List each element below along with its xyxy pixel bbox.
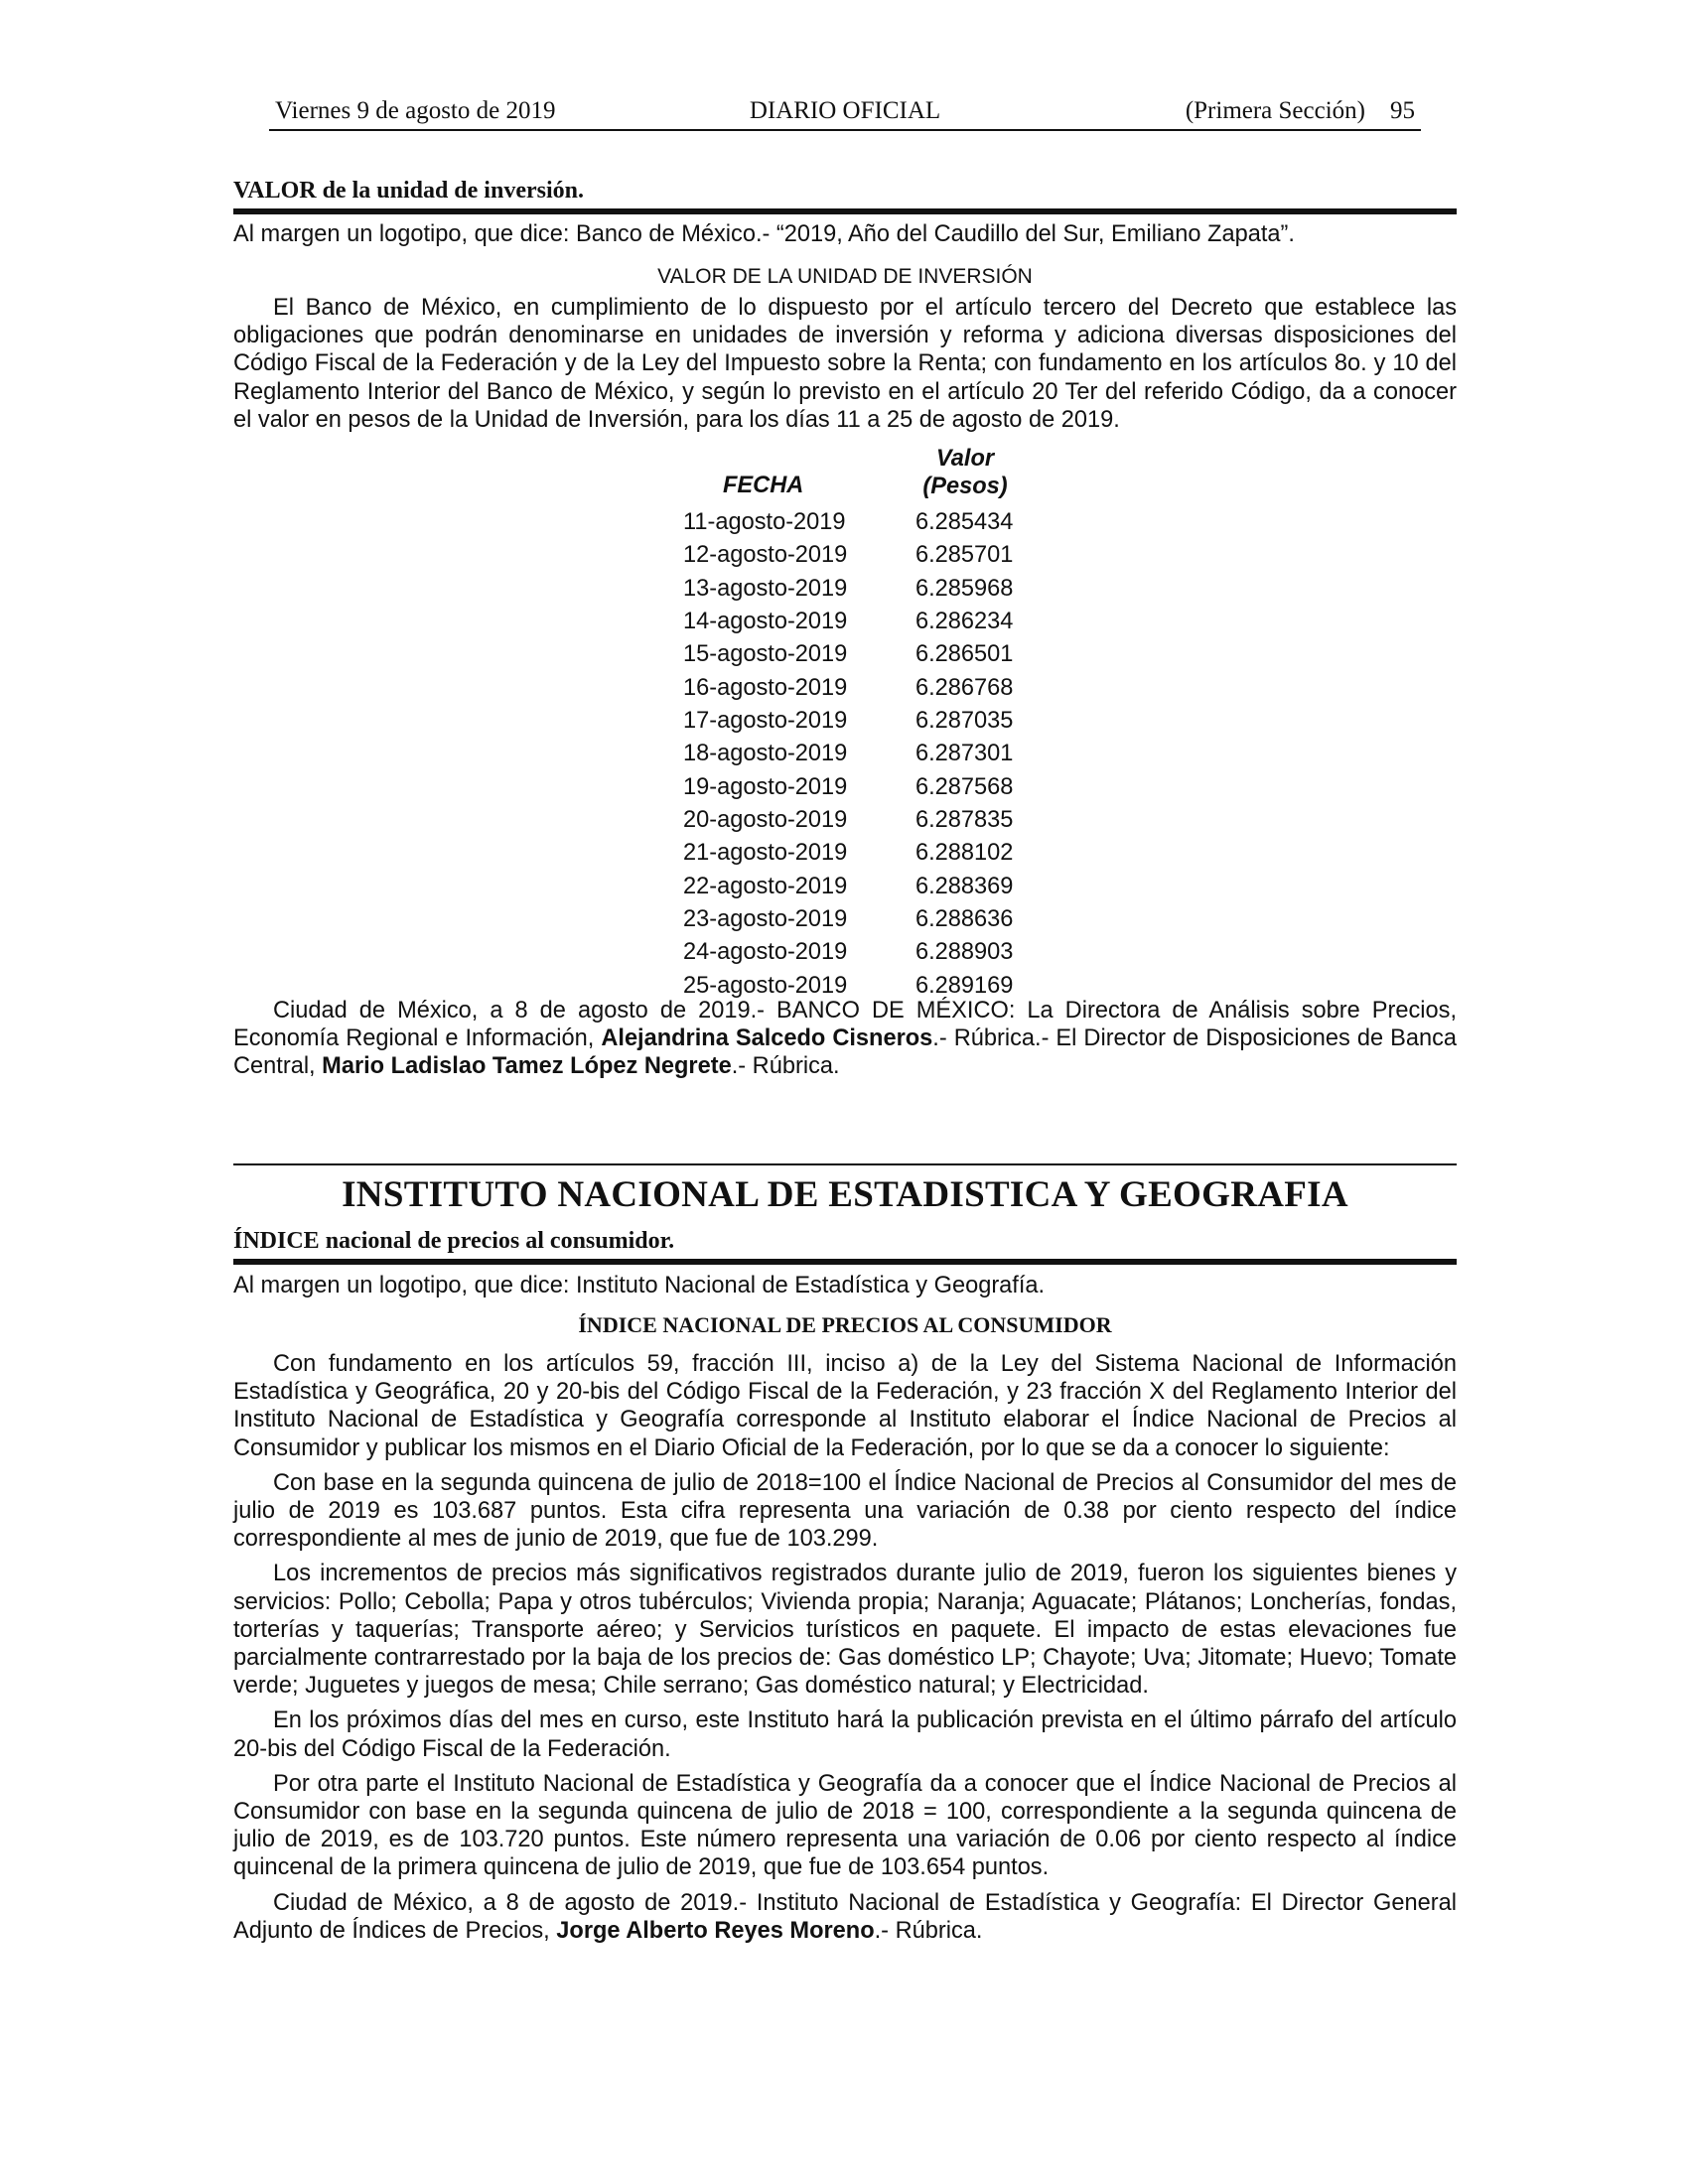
udi-table-row	[661, 539, 1039, 572]
udi-row-date: 24-agosto-2019	[683, 939, 848, 966]
udi-table-row	[661, 573, 1039, 606]
udi-row-value: 6.288102	[915, 840, 1014, 867]
udi-row-value: 6.286768	[915, 674, 1014, 701]
udi-signer-1: Alejandrina Salcedo Cisneros	[601, 1025, 933, 1052]
udi-table-row	[661, 903, 1039, 936]
inpc-margin-note: Al margen un logotipo, que dice: Instituto Nacional de Estadística y Geografía.	[233, 1273, 1046, 1298]
udi-row-value: 6.286234	[915, 609, 1014, 635]
udi-row-date: 15-agosto-2019	[683, 641, 848, 668]
udi-table-row	[661, 804, 1039, 837]
udi-row-date: 21-agosto-2019	[683, 840, 848, 867]
udi-margin-note: Al margen un logotipo, que dice: Banco de México.- “2019, Año del Caudillo del Sur, Emiliano Zapata”.	[233, 221, 1295, 247]
udi-signature-paragraph	[233, 997, 1457, 1081]
inpc-paragraph: Por otra parte el Instituto Nacional de Estadística y Geografía da a conocer que el Índice Nacional de Precios al Consumidor con base en la segunda quincena de julio de 2018 = 100, correspondiente a la segunda quincena de julio de 2019, es de 103.720 puntos. Este número representa una variación de 0.06 por ciento respecto al índice quincenal de la primera quincena de julio de 2019, que fue de 103.654 puntos.	[233, 1770, 1457, 1881]
udi-title-rule	[233, 208, 1457, 214]
udi-row-value: 6.288903	[915, 939, 1014, 966]
inpc-section-title	[233, 1228, 674, 1255]
udi-row-value: 6.287035	[915, 708, 1014, 735]
udi-row-date: 19-agosto-2019	[683, 773, 848, 800]
udi-table-row	[661, 506, 1039, 539]
udi-col-date: FECHA	[723, 473, 804, 498]
udi-row-date: 12-agosto-2019	[683, 542, 848, 569]
inpc-title-rule	[233, 1259, 1457, 1265]
header-rule	[269, 129, 1421, 131]
institution-top-rule	[233, 1163, 1457, 1165]
udi-row-date: 22-agosto-2019	[683, 873, 848, 899]
udi-row-value: 6.285434	[915, 509, 1014, 535]
udi-value-table	[661, 443, 1039, 1003]
udi-col-value-line2: (Pesos)	[922, 474, 1008, 499]
header-publication: DIARIO OFICIAL	[749, 97, 941, 124]
inpc-paragraph: En los próximos días del mes en curso, este Instituto hará la publicación prevista en el último párrafo del artículo 20-bis del Código Fiscal de la Federación.	[233, 1707, 1457, 1762]
udi-row-value: 6.285701	[915, 542, 1014, 569]
udi-row-value: 6.286501	[915, 641, 1014, 668]
inpc-signer: Jorge Alberto Reyes Moreno	[556, 1917, 875, 1944]
udi-table-row	[661, 738, 1039, 770]
udi-table-row	[661, 837, 1039, 870]
udi-title-bold: VALOR	[233, 178, 317, 204]
udi-signature-block	[233, 997, 1457, 1081]
udi-table-header	[661, 443, 1039, 506]
inpc-signature-paragraph	[233, 1889, 1457, 1945]
udi-col-value	[915, 445, 1015, 500]
udi-row-date: 11-agosto-2019	[683, 509, 846, 535]
udi-table-row	[661, 606, 1039, 638]
inpc-paragraph: Con fundamento en los artículos 59, fracción III, inciso a) de la Ley del Sistema Nacional de Información Estadística y Geográfica, 20 y 20-bis del Código Fiscal de la Federación, y 23 fracción X del Reglamento Interior del Instituto Nacional de Estadística y Geografía corresponde al Instituto elaborar el Índice Nacional de Precios al Consumidor y publicar los mismos en el Diario Oficial de la Federación, por lo que se da a conocer lo siguiente:	[233, 1351, 1457, 1461]
udi-row-value: 6.287568	[915, 773, 1014, 800]
udi-row-date: 25-agosto-2019	[683, 972, 848, 999]
udi-col-value-line1: Valor	[935, 446, 995, 472]
udi-row-date: 18-agosto-2019	[683, 741, 848, 767]
header-section: (Primera Sección)	[1185, 97, 1365, 124]
udi-heading: VALOR DE LA UNIDAD DE INVERSIÓN	[657, 265, 1033, 288]
udi-signer-2: Mario Ladislao Tamez López Negrete	[322, 1053, 732, 1080]
inpc-title-bold: ÍNDICE	[233, 1228, 320, 1254]
header-date: Viernes 9 de agosto de 2019	[275, 97, 556, 124]
udi-table-row	[661, 638, 1039, 671]
udi-title-rest: de la unidad de inversión.	[316, 178, 584, 204]
header-page-number: 95	[1390, 97, 1415, 124]
udi-row-value: 6.285968	[915, 575, 1014, 602]
udi-row-value: 6.289169	[915, 972, 1014, 999]
udi-row-date: 16-agosto-2019	[683, 674, 848, 701]
inpc-heading: ÍNDICE NACIONAL DE PRECIOS AL CONSUMIDOR	[578, 1312, 1112, 1337]
udi-row-date: 20-agosto-2019	[683, 807, 848, 834]
header-section-page	[1186, 97, 1415, 125]
udi-row-value: 6.288369	[915, 873, 1014, 899]
udi-table-row	[661, 672, 1039, 705]
inpc-body	[233, 1350, 1457, 1945]
udi-row-date: 13-agosto-2019	[683, 575, 848, 602]
udi-signature-text-2: .- Rúbrica.- El Director de Disposiciones de Banca Central,	[233, 1025, 1457, 1080]
udi-row-value: 6.288636	[915, 906, 1014, 933]
udi-table-row	[661, 936, 1039, 969]
udi-row-value: 6.287835	[915, 807, 1014, 834]
institution-title: INSTITUTO NACIONAL DE ESTADISTICA Y GEOGRAFIA	[342, 1174, 1348, 1215]
udi-table-row	[661, 871, 1039, 903]
udi-table-body	[661, 506, 1039, 1003]
udi-intro-block	[233, 294, 1457, 434]
inpc-signature-text-1: Ciudad de México, a 8 de agosto de 2019.- Instituto Nacional de Estadística y Geografía: El Director General Adjunto de Índices de Precios,	[233, 1889, 1457, 1944]
udi-row-date: 14-agosto-2019	[683, 609, 848, 635]
udi-row-value: 6.287301	[915, 741, 1014, 767]
udi-signature-text-3: .- Rúbrica.	[731, 1053, 840, 1080]
udi-row-date: 17-agosto-2019	[683, 708, 848, 735]
udi-section-title	[233, 178, 584, 205]
inpc-paragraph: Los incrementos de precios más significativos registrados durante julio de 2019, fueron los siguientes bienes y servicios: Pollo; Cebolla; Papa y otros tubérculos; Vivienda propia; Naranja; Aguacate; Plátanos; Loncherías, fondas, torterías y taquerías; Transporte aéreo; y Servicios turísticos en paquete. El impacto de estas elevaciones fue parcialmente contrarrestado por la baja de los precios de: Gas doméstico LP; Chayote; Uva; Jitomate; Huevo; Tomate verde; Juguetes y juegos de mesa; Chile serrano; Gas doméstico natural; y Electricidad.	[233, 1561, 1457, 1700]
udi-row-date: 23-agosto-2019	[683, 906, 848, 933]
inpc-paragraph: Con base en la segunda quincena de julio de 2018=100 el Índice Nacional de Precios al Consumidor del mes de julio de 2019 es 103.687 puntos. Esta cifra representa una variación de 0.38 por ciento respecto del índice correspondiente al mes de junio de 2019, que fue de 103.299.	[233, 1469, 1457, 1553]
inpc-title-rest: nacional de precios al consumidor.	[319, 1228, 675, 1254]
udi-table-row	[661, 771, 1039, 804]
running-header	[269, 97, 1421, 133]
udi-signature-text-1: Ciudad de México, a 8 de agosto de 2019.- BANCO DE MÉXICO: La Directora de Análisis sobre Precios, Economía Regional e Información,	[233, 998, 1457, 1052]
inpc-signature-text-2: .- Rúbrica.	[874, 1917, 983, 1944]
udi-intro-paragraph: El Banco de México, en cumplimiento de lo dispuesto por el artículo tercero del Decreto que establece las obligaciones que podrán denominarse en unidades de inversión y reforma y adiciona diversas disposiciones del Código Fiscal de la Federación y de la Ley del Impuesto sobre la Renta; con fundamento en los artículos 8o. y 10 del Reglamento Interior del Banco de México, y según lo previsto en el artículo 20 Ter del referido Código, da a conocer el valor en pesos de la Unidad de Inversión, para los días 11 a 25 de agosto de 2019.	[233, 295, 1457, 433]
udi-table-row	[661, 705, 1039, 738]
